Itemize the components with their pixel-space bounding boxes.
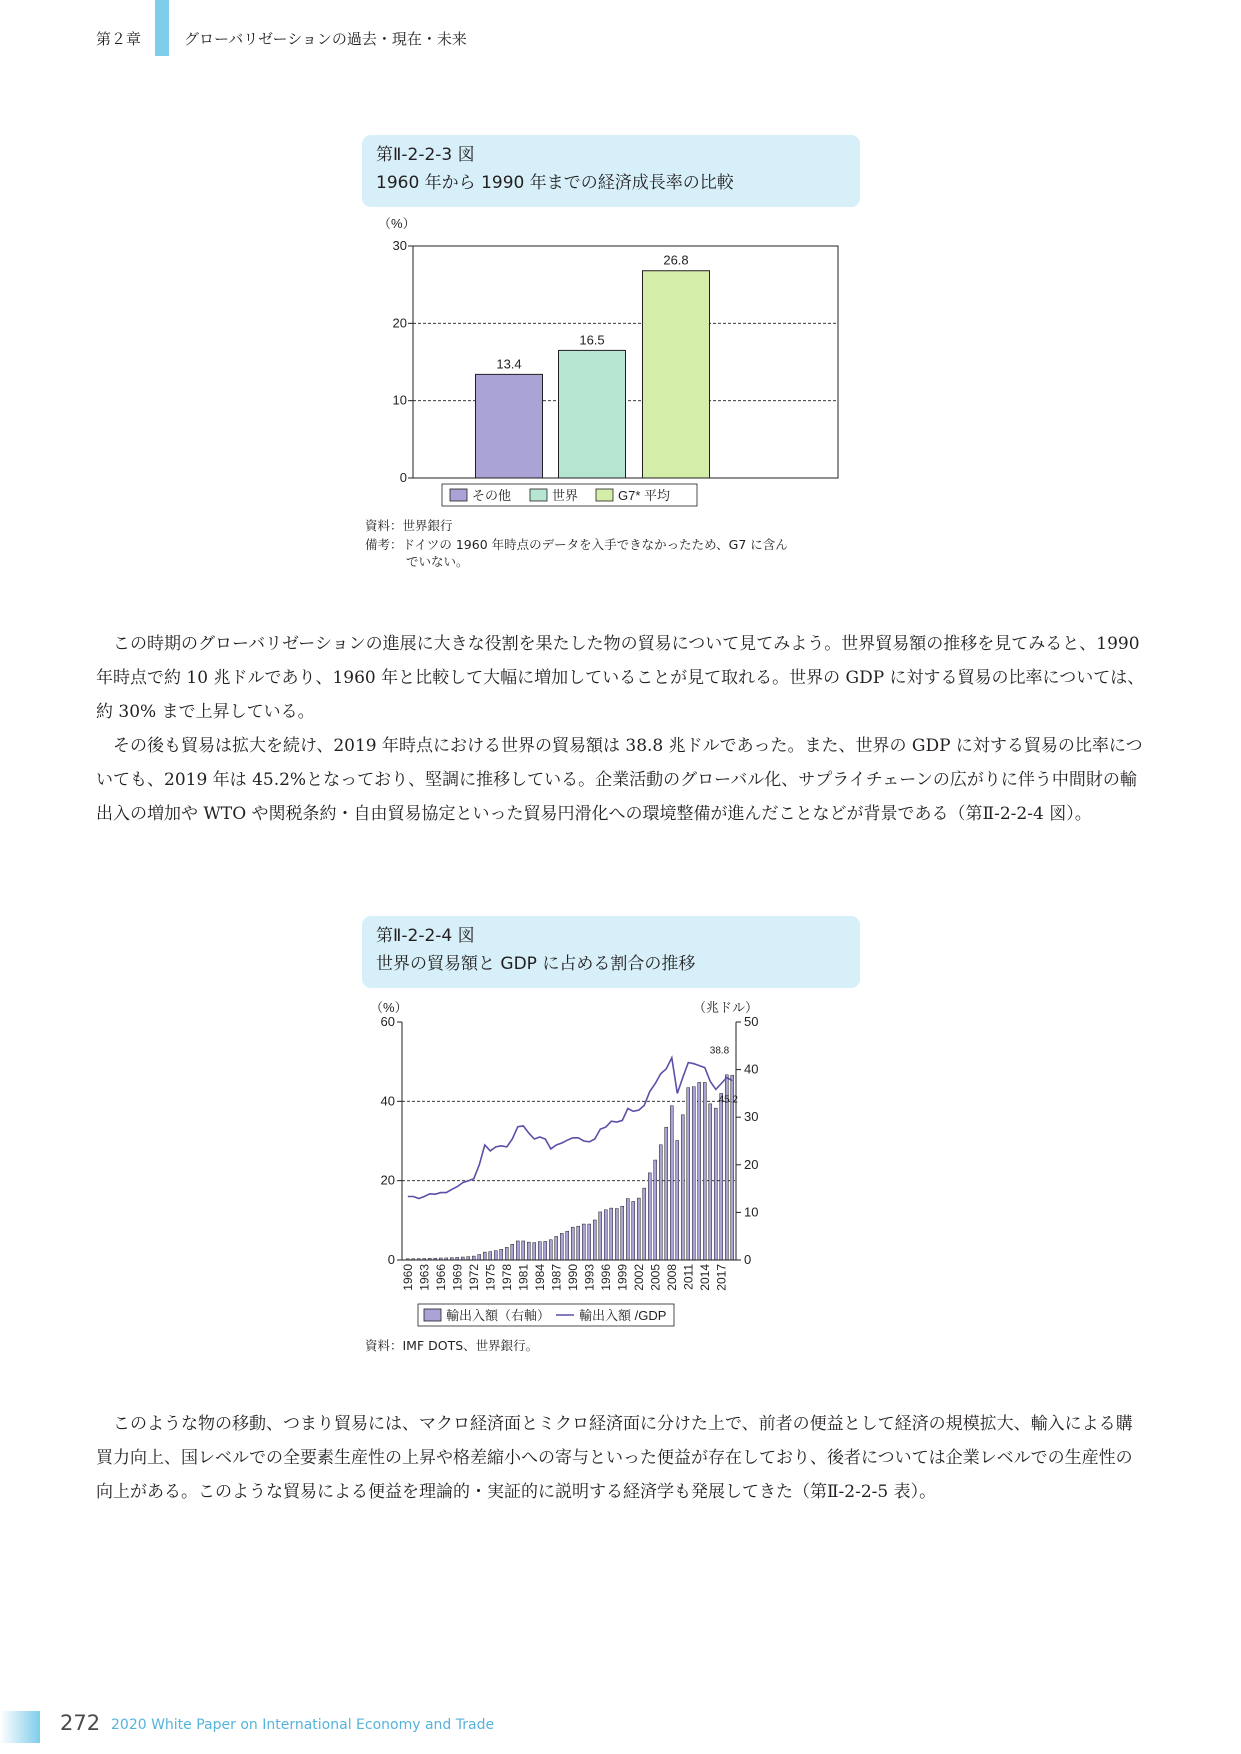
bar-value-label: 16.5 [579,332,605,348]
x-tick-label: 1984 [532,1264,547,1291]
bar-2014 [703,1082,706,1260]
figure2-source: 資料：IMF DOTS、世界銀行。 [365,1338,539,1353]
body-paragraph-1: この時期のグローバリゼーションの進展に大きな役割を果たした物の貿易について見てみよう。世界貿易額の推移を見てみると、1990 年時点で約 10 兆ドルであり、1960 年と比較して大幅に増加していることが見て取れる。世界の GDP に対する貿易の比率については、約 30% まで上昇している。 [96,634,1145,722]
x-tick-label: 1978 [499,1264,514,1291]
right-y-tick-label: 20 [744,1156,759,1172]
x-tick-label: 2017 [714,1264,729,1291]
bar-2006 [659,1145,662,1260]
x-tick-label: 1996 [598,1264,613,1291]
left-y-tick-label: 20 [380,1172,395,1188]
legend-swatch [450,489,467,501]
bar-1993 [588,1224,591,1260]
x-tick-label: 2002 [631,1264,646,1291]
figure2-combo-chart [360,992,860,1332]
bar-1995 [599,1212,602,1260]
x-tick-label: 1999 [615,1264,630,1291]
bar-1986 [549,1240,552,1260]
bar-2002 [637,1198,640,1260]
bar-2003 [643,1188,646,1260]
bar-1975 [489,1252,492,1260]
x-tick-label: 1966 [433,1264,448,1291]
footer-publication-title: 2020 White Paper on International Economy and Trade [111,1717,495,1733]
bar-1997 [610,1208,613,1260]
bar-1979 [511,1244,514,1260]
bar-1987 [555,1236,558,1260]
chapter-title: グローバリゼーションの過去・現在・未来 [184,30,467,48]
bar-1981 [522,1241,525,1260]
x-tick-label: 2011 [681,1264,696,1290]
x-tick-label: 1975 [483,1264,498,1291]
x-tick-label: 2014 [697,1264,712,1291]
bar-その他 [476,374,543,478]
right-y-tick-label: 0 [744,1252,752,1267]
legend-label-line: 輸出入額 /GDP [579,1308,667,1323]
x-tick-label: 1981 [516,1264,531,1291]
figure1-note-line2: でいない。 [406,554,469,569]
left-y-tick-label: 60 [380,1014,395,1029]
bar-1996 [604,1210,607,1260]
left-y-tick-label: 0 [387,1252,395,1267]
left-y-tick-label: 40 [380,1093,395,1109]
bar-2000 [626,1199,629,1260]
bar-1980 [516,1241,519,1260]
line-end-label: 45.2 [718,1094,738,1106]
body-paragraph-2: その後も貿易は拡大を続け、2019 年時点における世界の貿易額は 38.8 兆ドルであった。また、世界の GDP に対する貿易の比率についても、2019 年は 45.2%となっており、堅調に推移している。企業活動のグローバル化、サプライチェーンの広がりに伴う中間財の輸出入の増加や WTO や関税条約・自由貿易協定といった貿易円滑化への環境整備が進んだことなどが背景である（第Ⅱ-2-2-4 図）。 [96,736,1143,824]
page-number: 272 [60,1711,101,1735]
figure2-title-box [362,916,860,988]
bar-1988 [560,1233,563,1260]
bar-2013 [698,1082,701,1260]
bar-value-label: 26.8 [663,252,689,268]
bar-1989 [566,1231,569,1260]
body-paragraph-3: このような物の移動、つまり貿易には、マクロ経済面とミクロ経済面に分けた上で、前者の便益として経済の規模拡大、輸入による購買力向上、国レベルでの全要素生産性の上昇や格差縮小への寄与といった便益が存在しており、後者については企業レベルでの生産性の向上がある。このような貿易による便益を理論的・実証的に説明する経済学も発展してきた（第Ⅱ-2-2-5 表）。 [96,1414,1133,1502]
bar-2010 [681,1115,684,1260]
bar-1991 [577,1226,580,1260]
bar-1994 [593,1220,596,1260]
bar-1983 [533,1243,536,1260]
bar-2005 [654,1160,657,1260]
bar-1977 [500,1249,503,1260]
bar-2012 [692,1087,695,1260]
right-y-tick-label: 10 [744,1204,759,1220]
bar-2008 [670,1106,673,1260]
right-axis-unit: （兆ドル） [692,1000,758,1015]
figure1-bar-chart [360,210,860,520]
figure1-title-box [362,135,860,207]
bar-1992 [582,1224,585,1260]
y-tick-label: 20 [392,315,407,331]
right-y-tick-label: 30 [744,1109,759,1125]
legend-label: 世界 [552,488,579,503]
legend-swatch [530,489,547,501]
bar-2004 [648,1173,651,1260]
chapter-label: 第２章 [96,30,142,48]
bar-1982 [527,1242,530,1260]
legend-swatch [596,489,613,501]
bar-2001 [632,1201,635,1260]
bar-2017 [720,1093,723,1260]
x-tick-label: 1987 [549,1264,564,1291]
bar-G7* 平均 [643,271,710,478]
y-axis-unit: （%） [378,216,416,231]
left-axis-unit: （%） [370,1000,408,1015]
x-tick-label: 1990 [565,1264,580,1291]
bar-1984 [538,1242,541,1260]
bar-1973 [478,1255,481,1260]
bar-2007 [665,1127,668,1260]
y-tick-label: 30 [392,238,407,253]
figure1-note-line1: 備考：ドイツの 1960 年時点のデータを入手できなかったため、G7 に含ん [365,537,788,552]
figure2-number: 第Ⅱ-2-2-4 図 [376,926,475,946]
bar-1998 [615,1209,618,1260]
bar-1974 [483,1252,486,1260]
legend-label: その他 [472,488,512,503]
legend-label: G7* 平均 [618,488,671,503]
bar-1999 [621,1206,624,1260]
bar-世界 [559,350,626,478]
bar-2015 [709,1104,712,1260]
y-tick-label: 10 [392,392,407,408]
bar-1978 [505,1247,508,1260]
bar-1990 [571,1227,574,1260]
legend-swatch-bars [424,1309,441,1321]
figure2-title: 世界の貿易額と GDP に占める割合の推移 [376,954,696,974]
bar-end-label: 38.8 [709,1045,730,1057]
bar-2009 [676,1141,679,1260]
figure1-source: 資料：世界銀行 [365,518,453,533]
figure1-number: 第Ⅱ-2-2-3 図 [376,145,475,165]
bar-1985 [544,1241,547,1260]
x-tick-label: 2008 [664,1264,679,1291]
bar-2011 [687,1088,690,1260]
x-tick-label: 1972 [466,1264,481,1291]
y-tick-label: 0 [399,470,407,485]
x-tick-label: 1963 [417,1264,432,1291]
footer-accent-bar [0,1711,40,1743]
right-y-tick-label: 40 [744,1061,759,1077]
figure1-title: 1960 年から 1990 年までの経済成長率の比較 [376,173,734,193]
x-tick-label: 2005 [648,1264,663,1291]
x-tick-label: 1969 [450,1264,465,1291]
bar-2016 [714,1108,717,1260]
legend-label-bars: 輸出入額（右軸） [446,1308,551,1323]
header-accent-bar [155,0,169,56]
x-tick-label: 1960 [400,1264,415,1291]
bar-1972 [472,1256,475,1260]
right-y-tick-label: 50 [744,1014,759,1029]
bar-1976 [494,1251,497,1260]
x-tick-label: 1993 [582,1264,597,1291]
bar-value-label: 13.4 [496,356,522,372]
